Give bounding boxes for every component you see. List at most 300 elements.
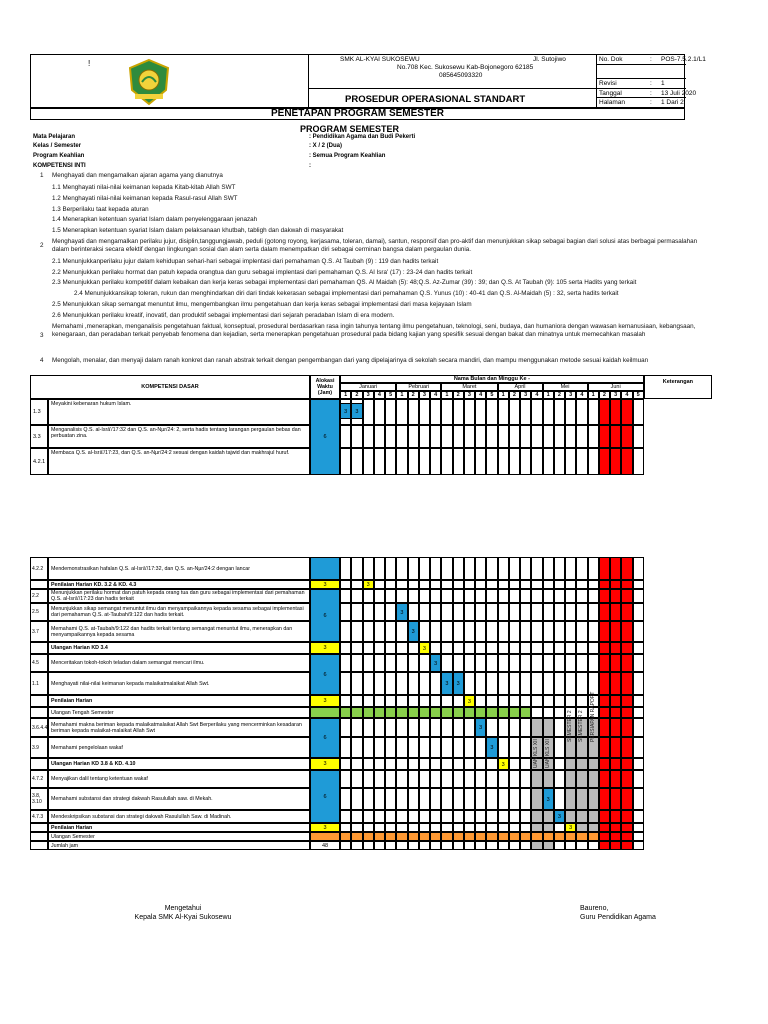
week-header: 1 [498, 391, 509, 399]
week-cell [565, 425, 576, 448]
week-cell [340, 580, 351, 589]
week-cell [498, 810, 509, 823]
alokasi-cell [310, 707, 340, 718]
week-cell [633, 841, 644, 850]
week-cell [509, 737, 520, 758]
week-cell [374, 823, 385, 832]
week-cell [621, 707, 632, 718]
week-header: 3 [610, 391, 621, 399]
school-name: SMK AL-KYAI SUKOSEWU [340, 56, 420, 63]
week-cell [486, 580, 497, 589]
week-cell [599, 603, 610, 621]
week-cell [340, 810, 351, 823]
week-cell [509, 832, 520, 841]
week-cell [520, 832, 531, 841]
week-cell [385, 695, 396, 707]
week-cell [554, 758, 565, 770]
week-header: 3 [419, 391, 430, 399]
week-cell [374, 621, 385, 642]
doc-title: PROSEDUR OPERASIONAL STANDART [345, 94, 526, 105]
week-cell [531, 823, 542, 832]
schedule-mark: 3 [554, 810, 565, 823]
week-cell [453, 654, 464, 672]
week-cell [599, 737, 610, 758]
week-cell [363, 832, 374, 841]
week-cell [498, 737, 509, 758]
week-cell [441, 589, 452, 603]
week-cell [351, 841, 362, 850]
week-cell [543, 841, 554, 850]
week-cell [363, 589, 374, 603]
kd-text: Menunjukkan perilaku hormat dan patuh kepada orang tua dan guru sebagai implementasi dari pemahaman Q.S. al-Isrā'/17:23 dan hadis terkait [48, 589, 310, 603]
week-cell [408, 654, 419, 672]
week-cell [351, 737, 362, 758]
week-cell [621, 695, 632, 707]
week-cell [486, 832, 497, 841]
week-cell [610, 832, 621, 841]
week-cell [554, 737, 565, 758]
week-cell [464, 621, 475, 642]
week-cell [396, 841, 407, 850]
week-cell [340, 841, 351, 850]
week-cell [576, 841, 587, 850]
week-cell [621, 603, 632, 621]
month-header: Pebruari [396, 383, 441, 391]
week-cell [486, 810, 497, 823]
week-cell [441, 841, 452, 850]
week-cell [610, 810, 621, 823]
week-cell [464, 718, 475, 737]
week-cell [576, 557, 587, 580]
week-cell [453, 788, 464, 810]
week-cell [475, 695, 486, 707]
week-cell [554, 832, 565, 841]
week-cell [340, 737, 351, 758]
week-cell [430, 758, 441, 770]
week-cell [374, 832, 385, 841]
week-cell [464, 448, 475, 475]
alokasi-cell: 3 [310, 580, 340, 589]
week-cell [576, 399, 587, 425]
kd-text: Menyajikan dalil tentang ketentuan wakaf [48, 770, 310, 788]
week-cell [576, 770, 587, 788]
week-cell [599, 672, 610, 695]
kd-code: 1.3 [30, 399, 48, 425]
week-cell [430, 557, 441, 580]
schedule-mark: 3 [408, 621, 419, 642]
signature-right [580, 904, 690, 922]
week-header: 2 [408, 391, 419, 399]
week-cell [576, 621, 587, 642]
week-cell [475, 642, 486, 654]
week-cell [621, 718, 632, 737]
week-cell [340, 788, 351, 810]
week-cell [599, 718, 610, 737]
week-cell [565, 654, 576, 672]
month-header: April [498, 383, 543, 391]
week-cell [554, 557, 565, 580]
week-cell [565, 770, 576, 788]
week-cell [509, 425, 520, 448]
week-cell [621, 557, 632, 580]
week-cell [340, 770, 351, 788]
week-cell [621, 770, 632, 788]
week-cell [633, 823, 644, 832]
week-cell [363, 718, 374, 737]
week-cell [554, 589, 565, 603]
week-cell [543, 399, 554, 425]
week-cell [430, 621, 441, 642]
schedule-mark: 3 [441, 672, 452, 695]
alokasi-cell [310, 557, 340, 580]
week-cell [486, 448, 497, 475]
week-cell [363, 425, 374, 448]
week-cell [419, 672, 430, 695]
week-cell [498, 718, 509, 737]
week-cell [419, 557, 430, 580]
week-cell [385, 832, 396, 841]
week-cell [588, 399, 599, 425]
week-cell [351, 810, 362, 823]
header-bulan: Nama Bulan dan Minggu Ke - [340, 375, 644, 383]
week-cell [633, 770, 644, 788]
week-cell [498, 589, 509, 603]
header-kd: KOMPETENSI DASAR [30, 375, 310, 399]
week-cell [520, 654, 531, 672]
week-cell [633, 654, 644, 672]
week-cell [475, 823, 486, 832]
week-cell [486, 654, 497, 672]
week-cell [588, 654, 599, 672]
info-label-program: Program Keahlian [33, 153, 85, 159]
week-cell [441, 580, 452, 589]
page-subtitle: PROGRAM SEMESTER [300, 124, 400, 134]
week-cell [621, 788, 632, 810]
week-cell [351, 832, 362, 841]
week-cell [509, 580, 520, 589]
week-cell [588, 448, 599, 475]
week-cell [351, 695, 362, 707]
week-cell [576, 589, 587, 603]
week-cell [464, 810, 475, 823]
week-cell [520, 707, 531, 718]
week-cell [396, 425, 407, 448]
week-cell [509, 695, 520, 707]
week-cell [408, 718, 419, 737]
schedule-mark: 3 [486, 737, 497, 758]
week-cell [520, 399, 531, 425]
week-cell [396, 788, 407, 810]
kd-code: 4.5 [30, 654, 48, 672]
week-cell [453, 737, 464, 758]
alokasi-cell: 6 [310, 589, 340, 642]
week-cell [430, 448, 441, 475]
week-cell [385, 399, 396, 425]
schedule-mark: 3 [453, 672, 464, 695]
week-cell [475, 580, 486, 589]
week-cell [453, 603, 464, 621]
kd-code: 3.9 [30, 737, 48, 758]
week-cell [486, 788, 497, 810]
week-cell [509, 770, 520, 788]
week-cell [509, 788, 520, 810]
week-cell [486, 589, 497, 603]
week-cell [385, 823, 396, 832]
week-cell [419, 737, 430, 758]
week-cell [610, 788, 621, 810]
week-cell [621, 642, 632, 654]
week-cell [374, 580, 385, 589]
week-cell [441, 810, 452, 823]
header-alokasi: Alokasi Waktu (Jam) [310, 375, 340, 399]
week-cell [464, 758, 475, 770]
week-cell [633, 707, 644, 718]
week-cell [531, 642, 542, 654]
week-cell [576, 758, 587, 770]
week-cell [599, 707, 610, 718]
week-cell [363, 399, 374, 425]
week-cell [453, 557, 464, 580]
week-cell [498, 788, 509, 810]
week-cell [385, 580, 396, 589]
week-cell [610, 672, 621, 695]
week-cell [588, 770, 599, 788]
week-cell [520, 580, 531, 589]
week-cell [385, 770, 396, 788]
schedule-mark: 3 [340, 403, 351, 419]
week-cell [576, 810, 587, 823]
week-cell [351, 448, 362, 475]
week-cell [554, 448, 565, 475]
week-cell [610, 841, 621, 850]
week-cell [576, 580, 587, 589]
week-cell [441, 425, 452, 448]
week-cell [464, 589, 475, 603]
week-cell [520, 448, 531, 475]
week-cell [509, 399, 520, 425]
ki-text: 1.4 Menerapkan ketentuan syariat Islam dalam penyelenggaraan jenazah [52, 216, 258, 223]
week-cell [543, 695, 554, 707]
week-cell [374, 810, 385, 823]
week-cell [588, 425, 599, 448]
week-cell [610, 448, 621, 475]
week-cell [385, 589, 396, 603]
week-cell [531, 448, 542, 475]
week-cell [588, 823, 599, 832]
week-cell [633, 642, 644, 654]
week-header: 4 [475, 391, 486, 399]
week-cell [374, 654, 385, 672]
ki-text: 2.1 Menunjukkanperilaku jujur dalam kehidupan sehari-hari sebagai implentasi dari pemahaman Q.S. At Taubah (9) : 119 dan hadits terkait [52, 258, 439, 265]
info-value-kelas: : X / 2 (Dua) [309, 143, 343, 149]
week-cell [340, 823, 351, 832]
week-cell [543, 832, 554, 841]
kd-text: Ulangan Harian KD 3.4 [48, 642, 310, 654]
logo-cell [31, 55, 309, 109]
signature-right-line1: Baureno, [580, 905, 609, 912]
week-cell [374, 770, 385, 788]
week-cell [351, 788, 362, 810]
week-cell [363, 823, 374, 832]
week-cell [509, 810, 520, 823]
week-cell [453, 770, 464, 788]
week-cell [441, 642, 452, 654]
week-cell [621, 425, 632, 448]
week-cell [621, 621, 632, 642]
ki-text: 2.2 Menunjukkan perilaku hormat dan patuh kepada orangtua dan guru sebagai implentasi dari pemahaman Q.S. Al Isra' (17) : 23-24 dan hadits terkait [52, 269, 473, 276]
week-cell [599, 642, 610, 654]
kd-code [30, 758, 48, 770]
week-cell [441, 603, 452, 621]
header-keterangan: Keterangan [644, 375, 712, 399]
week-cell [385, 841, 396, 850]
month-header: Maret [441, 383, 497, 391]
week-cell [340, 603, 351, 621]
week-header: 1 [340, 391, 351, 399]
week-cell [554, 707, 565, 718]
week-cell [588, 841, 599, 850]
week-cell [475, 770, 486, 788]
week-cell [430, 707, 441, 718]
week-cell [486, 823, 497, 832]
week-cell [588, 810, 599, 823]
kd-text: Penilaian Harian KD. 3.2 & KD. 4.3 [48, 580, 310, 589]
week-header: 2 [599, 391, 610, 399]
week-header: 1 [396, 391, 407, 399]
week-cell [385, 758, 396, 770]
week-cell [554, 695, 565, 707]
week-cell [464, 672, 475, 695]
week-cell [565, 788, 576, 810]
kd-code: 4.7.3 [30, 810, 48, 823]
week-cell [543, 642, 554, 654]
week-cell [486, 642, 497, 654]
schedule-mark: 3 [464, 695, 475, 707]
week-cell [599, 654, 610, 672]
week-cell [453, 707, 464, 718]
week-cell [633, 399, 644, 425]
week-cell [599, 425, 610, 448]
week-cell [531, 707, 542, 718]
alokasi-cell: 3 [310, 695, 340, 707]
week-cell [520, 770, 531, 788]
week-cell [621, 841, 632, 850]
week-cell [509, 841, 520, 850]
week-cell [633, 603, 644, 621]
week-cell [498, 654, 509, 672]
week-cell [453, 695, 464, 707]
week-cell [633, 621, 644, 642]
week-cell [408, 758, 419, 770]
week-cell [464, 425, 475, 448]
week-header: 1 [543, 391, 554, 399]
week-cell [396, 589, 407, 603]
week-cell [363, 810, 374, 823]
phone: 085645093320 [439, 72, 483, 79]
week-cell [531, 770, 542, 788]
week-cell [576, 788, 587, 810]
kd-text: Ulangan Harian KD 3.8 & KD. 4.10 [48, 758, 310, 770]
week-cell [554, 425, 565, 448]
week-cell [408, 425, 419, 448]
signature-right-line2: Guru Pendidikan Agama [580, 914, 656, 921]
week-cell [520, 642, 531, 654]
week-cell [475, 589, 486, 603]
doc-meta [596, 55, 706, 109]
week-cell [610, 580, 621, 589]
week-cell [408, 788, 419, 810]
week-cell [543, 603, 554, 621]
week-cell [486, 672, 497, 695]
week-cell [520, 823, 531, 832]
week-header: 1 [588, 391, 599, 399]
small-mark: ! [88, 59, 91, 68]
week-cell [385, 810, 396, 823]
week-cell [531, 672, 542, 695]
week-cell [554, 580, 565, 589]
week-cell [396, 758, 407, 770]
address-line2: No.708 Kec. Sukosewu Kab-Bojonegoro 62185 [397, 64, 534, 71]
week-cell [610, 399, 621, 425]
week-cell [588, 557, 599, 580]
week-cell [419, 707, 430, 718]
alokasi-cell: 3 [310, 758, 340, 770]
week-cell [396, 654, 407, 672]
week-cell [385, 642, 396, 654]
week-cell [363, 695, 374, 707]
week-cell [565, 399, 576, 425]
week-cell [610, 707, 621, 718]
week-header: 3 [565, 391, 576, 399]
week-cell [520, 672, 531, 695]
kd-text: Ulangan Tengah Semester [48, 707, 310, 718]
week-cell [340, 695, 351, 707]
week-cell [441, 832, 452, 841]
week-cell [363, 841, 374, 850]
week-cell [576, 832, 587, 841]
week-cell [408, 642, 419, 654]
week-cell [396, 770, 407, 788]
week-cell [396, 642, 407, 654]
week-cell [565, 621, 576, 642]
week-cell [430, 603, 441, 621]
week-cell [419, 841, 430, 850]
week-cell [453, 425, 464, 448]
week-cell [599, 758, 610, 770]
week-cell [340, 707, 351, 718]
week-cell [464, 841, 475, 850]
week-cell [408, 770, 419, 788]
week-cell [441, 557, 452, 580]
info-value-mapel: : Pendidikan Agama dan Budi Pekerti [309, 134, 416, 140]
week-cell [374, 425, 385, 448]
week-cell [430, 810, 441, 823]
week-cell [340, 621, 351, 642]
week-cell [374, 788, 385, 810]
vertical-label: SEMESTER 2 [578, 710, 585, 742]
week-cell [419, 810, 430, 823]
week-cell [520, 788, 531, 810]
info-label-ki: KOMPETENSI INTI [33, 163, 86, 169]
week-cell [509, 707, 520, 718]
week-cell [633, 718, 644, 737]
week-cell [520, 695, 531, 707]
week-cell [599, 557, 610, 580]
week-cell [633, 425, 644, 448]
week-cell [531, 841, 542, 850]
kd-text: Penilaian Harian [48, 695, 310, 707]
week-cell [374, 695, 385, 707]
